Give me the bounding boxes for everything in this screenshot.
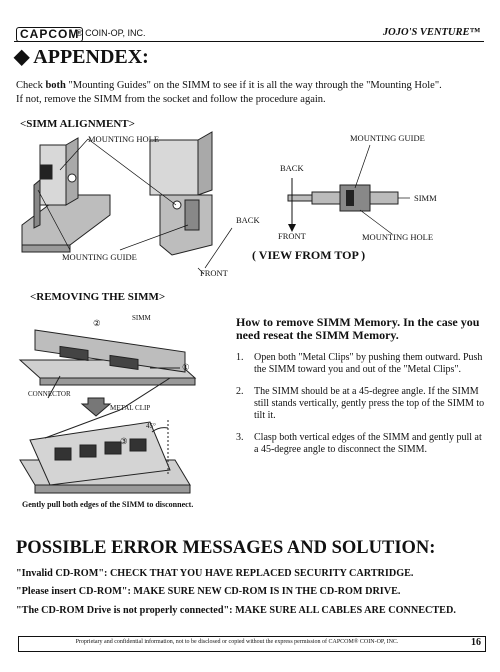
step-1-marker: ① (182, 362, 190, 372)
capcom-logo: CAPCOM (16, 27, 83, 42)
page-number: 16 (471, 637, 481, 648)
intro-line1-post: "Mounting Guides" on the SIMM to see if it is all the way through the "Mounting Hole". (65, 80, 442, 91)
step-number: 1. (236, 352, 244, 363)
removing-caption: Gently pull both edges of the SIMM to disconnect. (22, 500, 194, 509)
company-name: ® COIN-OP, INC. (76, 28, 146, 38)
step-text: The SIMM should be at a 45-degree angle. If the SIMM still stands vertically, gently press the top of the SIMM to tilt it. (254, 386, 485, 421)
top-view-drawing (288, 145, 410, 234)
top-mounting-hole-label: MOUNTING HOLE (362, 232, 434, 242)
removing-simm-drawing (20, 330, 195, 493)
step-3-marker: ③ (120, 436, 128, 446)
page-title: ◆ APPENDEX: (14, 46, 149, 68)
mounting-hole-label: MOUNTING HOLE (88, 134, 160, 144)
angle-label: 45° (146, 422, 156, 430)
error-item: "The CD-ROM Drive is not properly connected": MAKE SURE ALL CABLES ARE CONNECTED. (16, 605, 456, 616)
simm-alignment-left-drawing (22, 138, 110, 252)
back-label: BACK (236, 215, 260, 225)
step-number: 2. (236, 386, 244, 397)
simm-alignment-heading: <SIMM ALIGNMENT> (20, 118, 135, 130)
intro-line2: If not, remove the SIMM from the socket and follow the procedure again. (16, 94, 326, 105)
simm-alignment-right-drawing (150, 132, 212, 255)
connector-label: CONNECTOR (28, 390, 71, 398)
step-number: 3. (236, 432, 244, 443)
metal-clip-label: METAL CLIP (110, 404, 151, 412)
howto-title: How to remove SIMM Memory. In the case you need reseat the SIMM Memory. (236, 315, 480, 342)
mounting-guide-label: MOUNTING GUIDE (62, 252, 137, 262)
list-item (236, 352, 486, 376)
removing-simm-heading: <REMOVING THE SIMM> (30, 291, 166, 303)
error-item: "Invalid CD-ROM": CHECK THAT YOU HAVE REPLACED SECURITY CARTRIDGE. (16, 568, 414, 579)
simm-label: SIMM (132, 314, 151, 322)
top-simm-label: SIMM (414, 193, 437, 203)
error-item: "Please insert CD-ROM": MAKE SURE NEW CD-ROM IS IN THE CD-ROM DRIVE. (16, 586, 401, 597)
intro-line1-bold: both (45, 80, 66, 91)
top-front-label: FRONT (278, 231, 306, 241)
errors-heading: POSSIBLE ERROR MESSAGES AND SOLUTION: (16, 538, 436, 558)
footer-notice: Proprietary and confidential information, not to be disclosed or copied without the express permission of CAPCOM® COIN-OP, INC. (75, 639, 399, 645)
step-text: Clasp both vertical edges of the SIMM and gently pull at a 45-degree angle to disconnect the SIMM. (254, 432, 482, 455)
step-2-marker: ② (93, 318, 101, 328)
step-text: Open both "Metal Clips" by pushing them outward. Push the SIMM toward you and out of the "Metal Clips". (254, 352, 483, 375)
list-item (236, 386, 486, 422)
removal-steps (236, 352, 486, 466)
front-label: FRONT (200, 268, 228, 278)
top-mounting-guide-label: MOUNTING GUIDE (350, 133, 425, 143)
game-title: JOJO'S VENTURE™ (382, 27, 480, 38)
list-item (236, 432, 486, 456)
view-from-top-caption: ( VIEW FROM TOP ) (252, 248, 366, 262)
top-back-label: BACK (280, 163, 304, 173)
footer (18, 636, 486, 652)
intro-line1-pre: Check (16, 80, 46, 91)
